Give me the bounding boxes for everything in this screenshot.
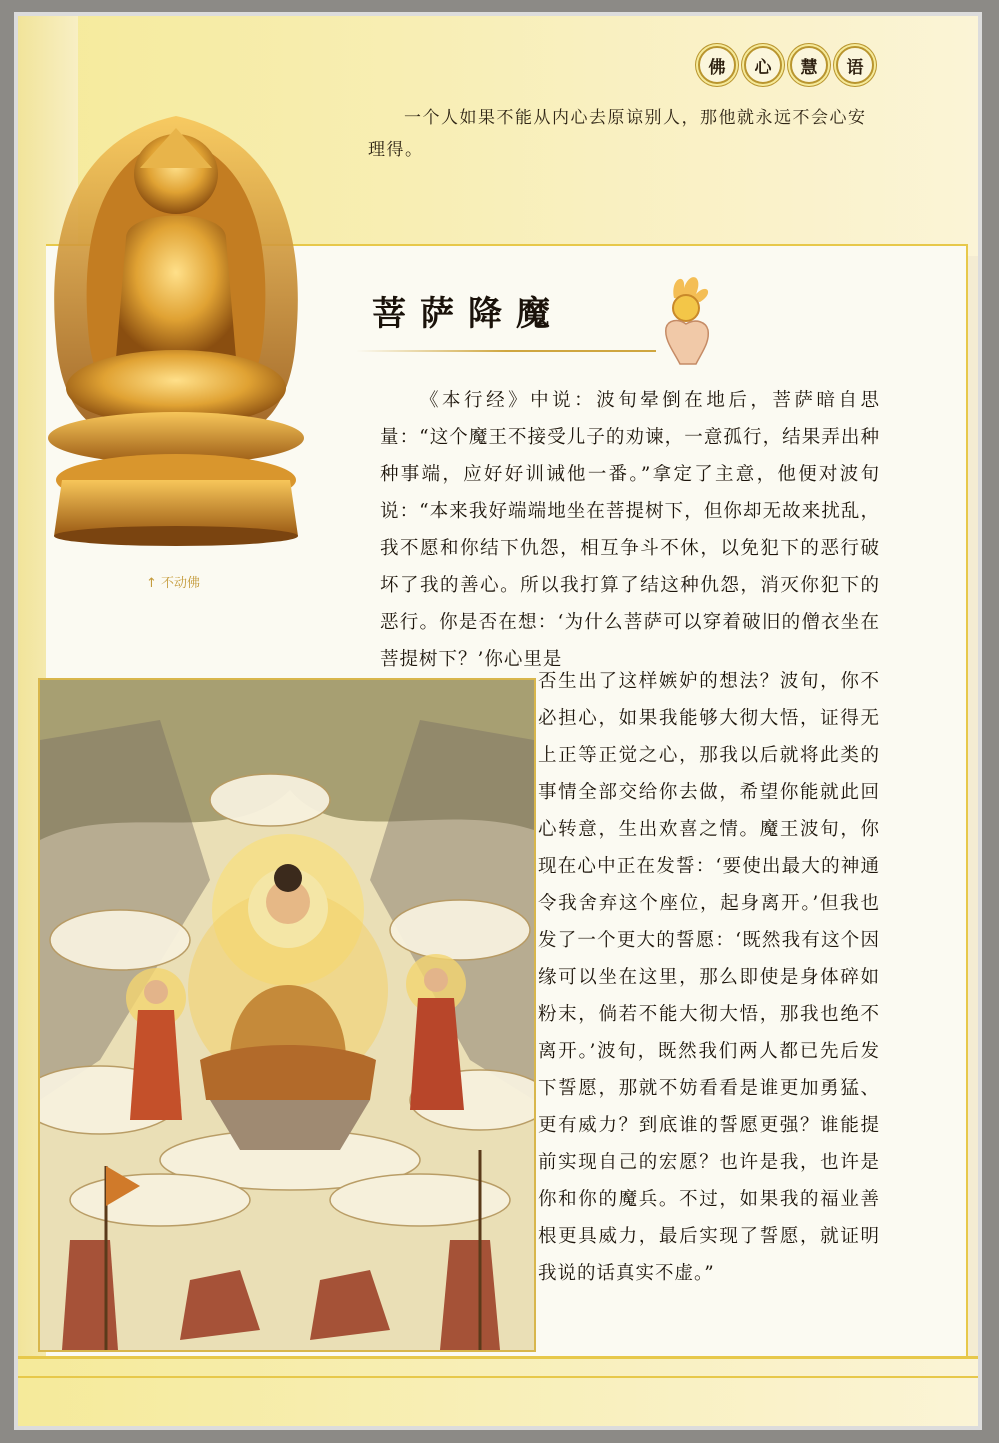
header-badge: 心 bbox=[744, 46, 782, 84]
buddha-statue-image bbox=[36, 108, 316, 550]
article-paragraph-top: 《本行经》中说：波旬晕倒在地后，菩萨暗自思量：“这个魔王不接受儿子的劝谏，一意孤行，结果弄出种种事端，应好好训诫他一番。”拿定了主意，他便对波旬说：“本来我好端端地坐在菩提树下，但你却无故来扰乱，我不愿和你结下仇怨，相互争斗不休，以免犯下的恶行破坏了我的善心。所以我打算了结这种仇怨，消灭你犯下的恶行。你是否在想：‘为什么菩萨可以穿着破旧的僧衣坐在菩提树下？’你心里是 bbox=[380, 390, 880, 670]
buddha-painting-image bbox=[38, 678, 536, 1352]
page-title: 菩萨降魔 bbox=[372, 294, 564, 334]
header-badge: 语 bbox=[836, 46, 874, 84]
statue-caption: ↑ 不动佛 bbox=[146, 576, 201, 591]
header-badge: 慧 bbox=[790, 46, 828, 84]
footer-rule bbox=[18, 1376, 978, 1378]
title-underline bbox=[356, 350, 656, 352]
footer-band bbox=[18, 1356, 978, 1430]
header-quote: 一个人如果不能从内心去原谅别人，那他就永远不会心安理得。 bbox=[368, 108, 867, 160]
hand-holding-jewel-icon bbox=[656, 268, 716, 372]
article-paragraph-bottom: 否生出了这样嫉妒的想法？波旬，你不必担心，如果我能够大彻大悟，证得无上正等正觉之心，那我以后就将此类的事情全部交给你去做，希望你能就此回心转意，生出欢喜之情。魔王波旬，你现在心中正在发誓：‘要使出最大的神通令我舍弃这个座位，起身离开。’但我也发了一个更大的誓愿：‘既然我有这个因缘可以坐在这里，那么即使是身体碎如粉末，倘若不能大彻大悟，那我也绝不离开。’波旬，既然我们两人都已先后发下誓愿，那就不妨看看是谁更加勇猛、更有威力？到底谁的誓愿更强？谁能提前实现自己的宏愿？也许是我，也许是你和你的魔兵。不过，如果我的福业善根更具威力，最后实现了誓愿，就证明我说的话真实不虚。” bbox=[538, 671, 880, 1284]
book-page bbox=[14, 12, 982, 1430]
header-badge: 佛 bbox=[698, 46, 736, 84]
header-badges bbox=[698, 46, 874, 84]
